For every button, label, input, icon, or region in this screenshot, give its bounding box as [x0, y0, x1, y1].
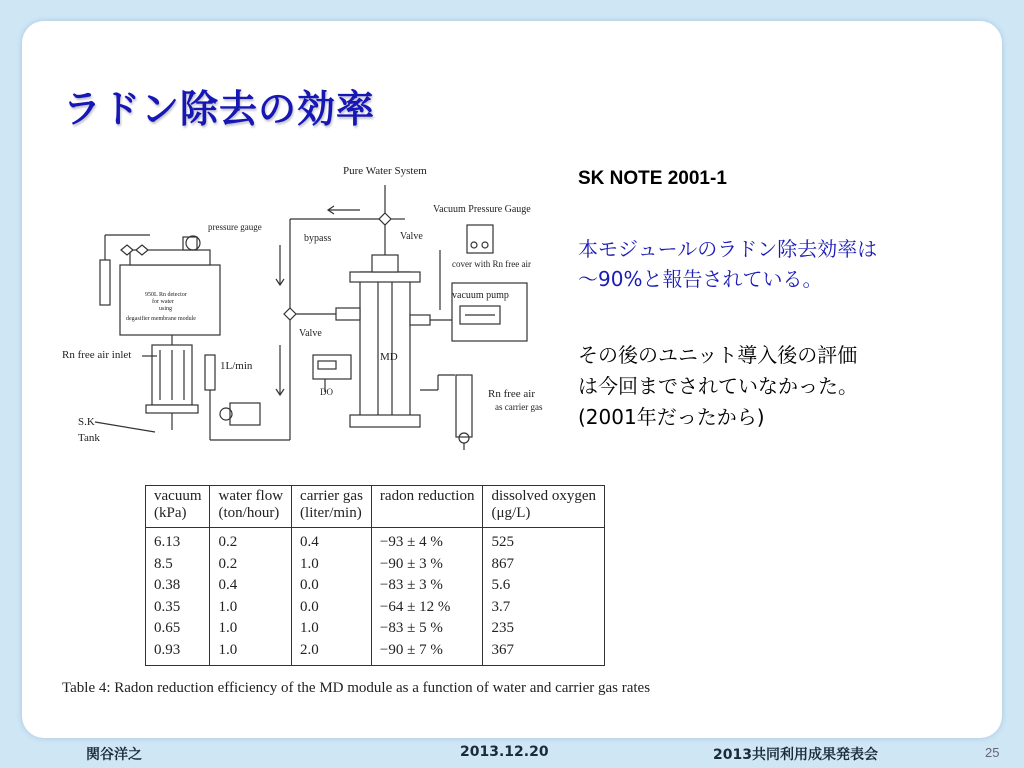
cell-carrier-gas: 0.0	[292, 597, 372, 619]
label-valve-top: Valve	[400, 231, 423, 242]
label-rn-carrier-2: as carrier gas	[495, 402, 543, 412]
header-radon-reduction: radon reduction	[371, 486, 483, 506]
unit-water-flow: (ton/hour)	[210, 505, 292, 528]
label-detector-2: for water	[152, 299, 174, 305]
cell-dissolved-oxygen: 525	[483, 528, 605, 554]
blue-line-1: 本モジュールのラドン除去効率は	[578, 237, 878, 261]
efficiency-statement	[578, 234, 978, 294]
cell-dissolved-oxygen: 235	[483, 618, 605, 640]
label-detector-3: using	[159, 306, 173, 312]
cell-carrier-gas: 1.0	[292, 554, 372, 576]
cell-carrier-gas: 0.0	[292, 575, 372, 597]
cell-carrier-gas: 1.0	[292, 618, 372, 640]
footer-date: 2013.12.20	[460, 744, 549, 760]
cell-carrier-gas: 2.0	[292, 640, 372, 665]
header-vacuum: vacuum	[154, 488, 202, 504]
footer-event: 2013共同利用成果発表会	[713, 747, 878, 763]
label-valve-left: Valve	[299, 328, 322, 339]
label-pressure-gauge: pressure gauge	[208, 222, 262, 232]
label-vacuum-gauge: Vacuum Pressure Gauge	[433, 204, 531, 215]
header-dissolved-oxygen: dissolved oxygen	[483, 486, 605, 506]
table-row	[146, 640, 605, 665]
label-sk-1: S.K	[78, 416, 95, 428]
label-pure-water: Pure Water System	[343, 165, 427, 177]
evaluation-statement	[578, 340, 978, 433]
label-md: MD	[380, 351, 398, 363]
slide-title: ラドン除去の効率	[63, 87, 376, 131]
cell-radon-reduction: −83 ± 5 %	[371, 618, 483, 640]
apparatus-diagram	[60, 160, 560, 450]
cell-water-flow: 1.0	[210, 618, 292, 640]
label-cover: cover with Rn free air	[452, 259, 531, 269]
unit-carrier-gas: (liter/min)	[292, 505, 372, 528]
cell-vacuum: 0.93	[154, 641, 181, 658]
label-rn-inlet: Rn free air inlet	[62, 349, 132, 361]
table-row	[146, 618, 605, 640]
unit-vacuum: (kPa)	[146, 505, 210, 528]
table-row	[146, 554, 605, 576]
cell-dissolved-oxygen: 3.7	[483, 597, 605, 619]
label-rn-carrier-1: Rn free air	[488, 388, 536, 400]
table-row	[146, 528, 605, 554]
cell-radon-reduction: −90 ± 3 %	[371, 554, 483, 576]
black-line-2: は今回までされていなかった。	[578, 374, 858, 398]
cell-radon-reduction: −83 ± 3 %	[371, 575, 483, 597]
unit-radon-reduction	[371, 505, 483, 528]
cell-vacuum: 0.65	[154, 620, 181, 637]
note-title: SK NOTE 2001-1	[578, 168, 727, 189]
label-do: DO	[320, 387, 333, 397]
cell-dissolved-oxygen: 867	[483, 554, 605, 576]
label-sk-2: Tank	[78, 432, 100, 444]
cell-dissolved-oxygen: 367	[483, 640, 605, 665]
footer-author: 関谷洋之	[86, 747, 142, 763]
cell-vacuum: 8.5	[154, 555, 173, 572]
cell-vacuum: 0.38	[154, 577, 181, 594]
cell-radon-reduction: −93 ± 4 %	[371, 528, 483, 554]
cell-radon-reduction: −90 ± 7 %	[371, 640, 483, 665]
table-row	[146, 575, 605, 597]
table-row	[146, 597, 605, 619]
cell-water-flow: 0.2	[210, 554, 292, 576]
label-detector-4: degasifier membrane module	[126, 316, 196, 322]
table-caption: Table 4: Radon reduction efficiency of the MD module as a function of water and carrier gas rates	[62, 680, 651, 696]
header-water-flow: water flow	[210, 486, 292, 506]
black-line-3: (2001年だったから)	[578, 405, 765, 429]
label-detector-1: 950L Rn detector	[145, 292, 187, 298]
label-flow: 1L/min	[220, 360, 253, 372]
cell-water-flow: 1.0	[210, 597, 292, 619]
page-number: 25	[985, 745, 1000, 760]
header-carrier-gas: carrier gas	[292, 486, 372, 506]
cell-vacuum: 6.13	[154, 534, 181, 550]
label-vacuum-pump: vacuum pump	[452, 290, 509, 301]
cell-water-flow: 0.2	[210, 528, 292, 554]
radon-reduction-table	[145, 485, 605, 666]
cell-water-flow: 0.4	[210, 575, 292, 597]
cell-dissolved-oxygen: 5.6	[483, 575, 605, 597]
blue-line-2: ～90%と報告されている。	[578, 267, 823, 291]
cell-vacuum: 0.35	[154, 598, 181, 615]
label-bypass: bypass	[304, 233, 332, 244]
cell-water-flow: 1.0	[210, 640, 292, 665]
cell-carrier-gas: 0.4	[292, 528, 372, 554]
cell-radon-reduction: −64 ± 12 %	[371, 597, 483, 619]
black-line-1: その後のユニット導入後の評価	[578, 343, 858, 367]
unit-dissolved-oxygen: (μg/L)	[483, 505, 605, 528]
